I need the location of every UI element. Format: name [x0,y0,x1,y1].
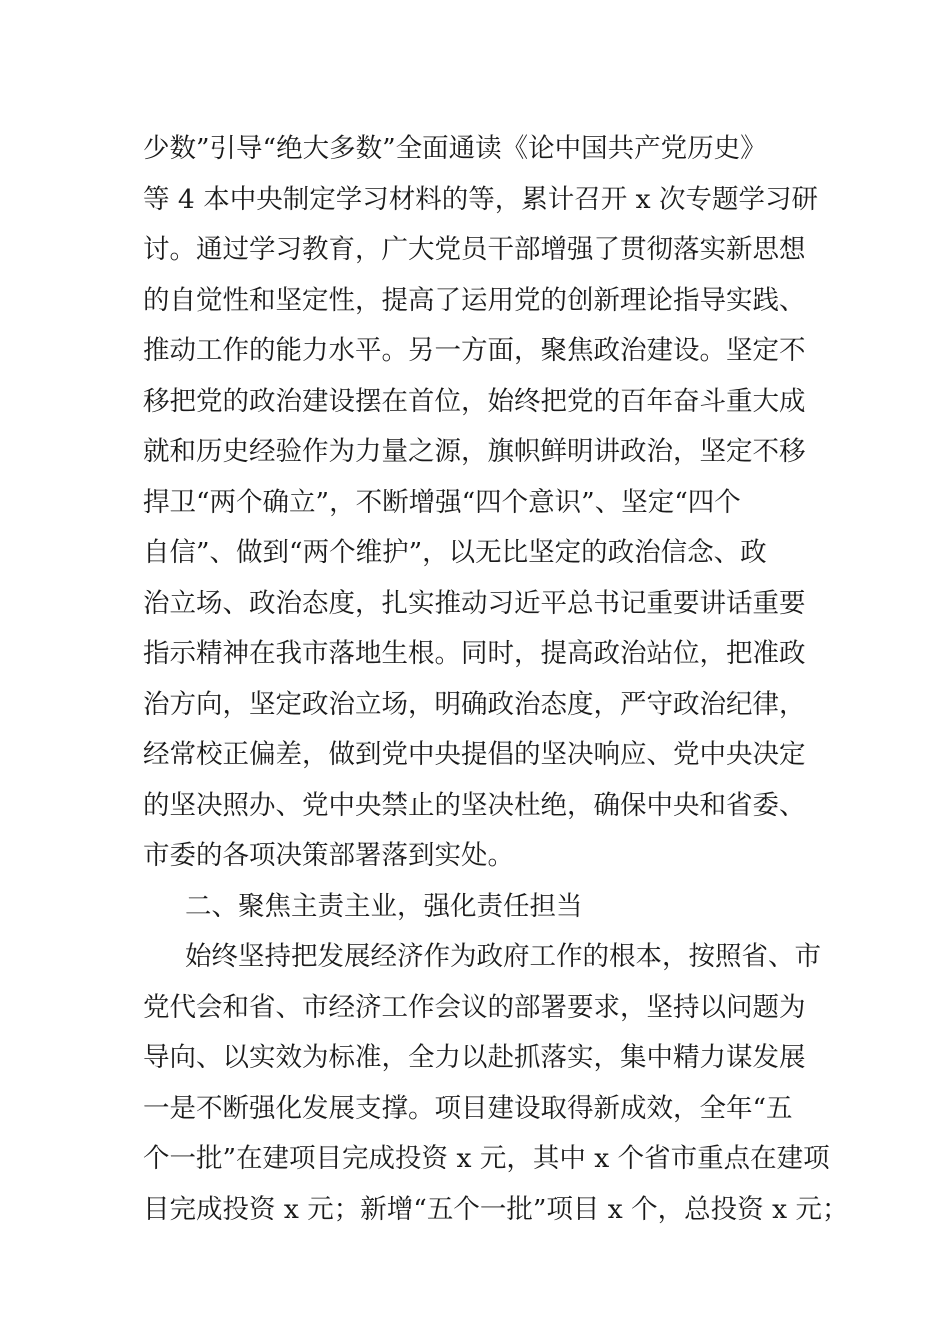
text-line: 讨。通过学习教育，广大党员干部增强了贯彻落实新思想 [143,234,806,265]
text-line: 移把党的政治建设摆在首位，始终把党的百年奋斗重大成 [143,385,806,417]
text-line: 一是不断强化发展支撑。项目建设取得新成效，全年“五 [143,1092,793,1124]
text-line: 个一批”在建项目完成投资 x 元，其中 x 个省市重点在建项 [143,1143,830,1174]
text-line: 就和历史经验作为力量之源，旗帜鲜明讲政治，坚定不移 [143,436,806,467]
text-line: 等 4 本中央制定学习材料的等，累计召开 x 次专题学习研 [143,183,818,215]
text-line: 自信”、做到“两个维护”，以无比坚定的政治信念、政 [143,537,767,568]
text-line: 经常校正偏差，做到党中央提倡的坚决响应、党中央决定 [143,739,806,770]
text-line: 导向、以实效为标准，全力以赴抓落实，集中精力谋发展 [143,1042,806,1073]
section-heading: 二、聚焦主责主业，强化责任担当 [185,890,583,922]
text-line: 捍卫“两个确立”，不断增强“四个意识”、坚定“四个 [143,486,741,518]
text-line: 的坚决照办、党中央禁止的坚决杜绝，确保中央和省委、 [143,789,806,821]
text-line: 的自觉性和坚定性，提高了运用党的创新理论指导实践、 [143,284,806,316]
text-line: 推动工作的能力水平。另一方面，聚焦政治建设。坚定不 [143,335,806,366]
text-line: 指示精神在我市落地生根。同时，提高政治站位，把准政 [143,638,806,669]
text-line: 市委的各项决策部署落到实处。 [143,840,514,871]
text-line: 始终坚持把发展经济作为政府工作的根本，按照省、市 [185,941,821,972]
text-line: 少数”引导“绝大多数”全面通读《论中国共产党历史》 [143,133,767,164]
text-line: 治立场、政治态度，扎实推动习近平总书记重要讲话重要 [143,587,806,619]
text-line: 目完成投资 x 元；新增“五个一批”项目 x 个，总投资 x 元； [143,1193,849,1225]
body-text [143,124,849,1235]
text-line: 党代会和省、市经济工作会议的部署要求，坚持以问题为 [143,991,806,1023]
text-line: 治方向，坚定政治立场，明确政治态度，严守政治纪律， [143,688,806,720]
